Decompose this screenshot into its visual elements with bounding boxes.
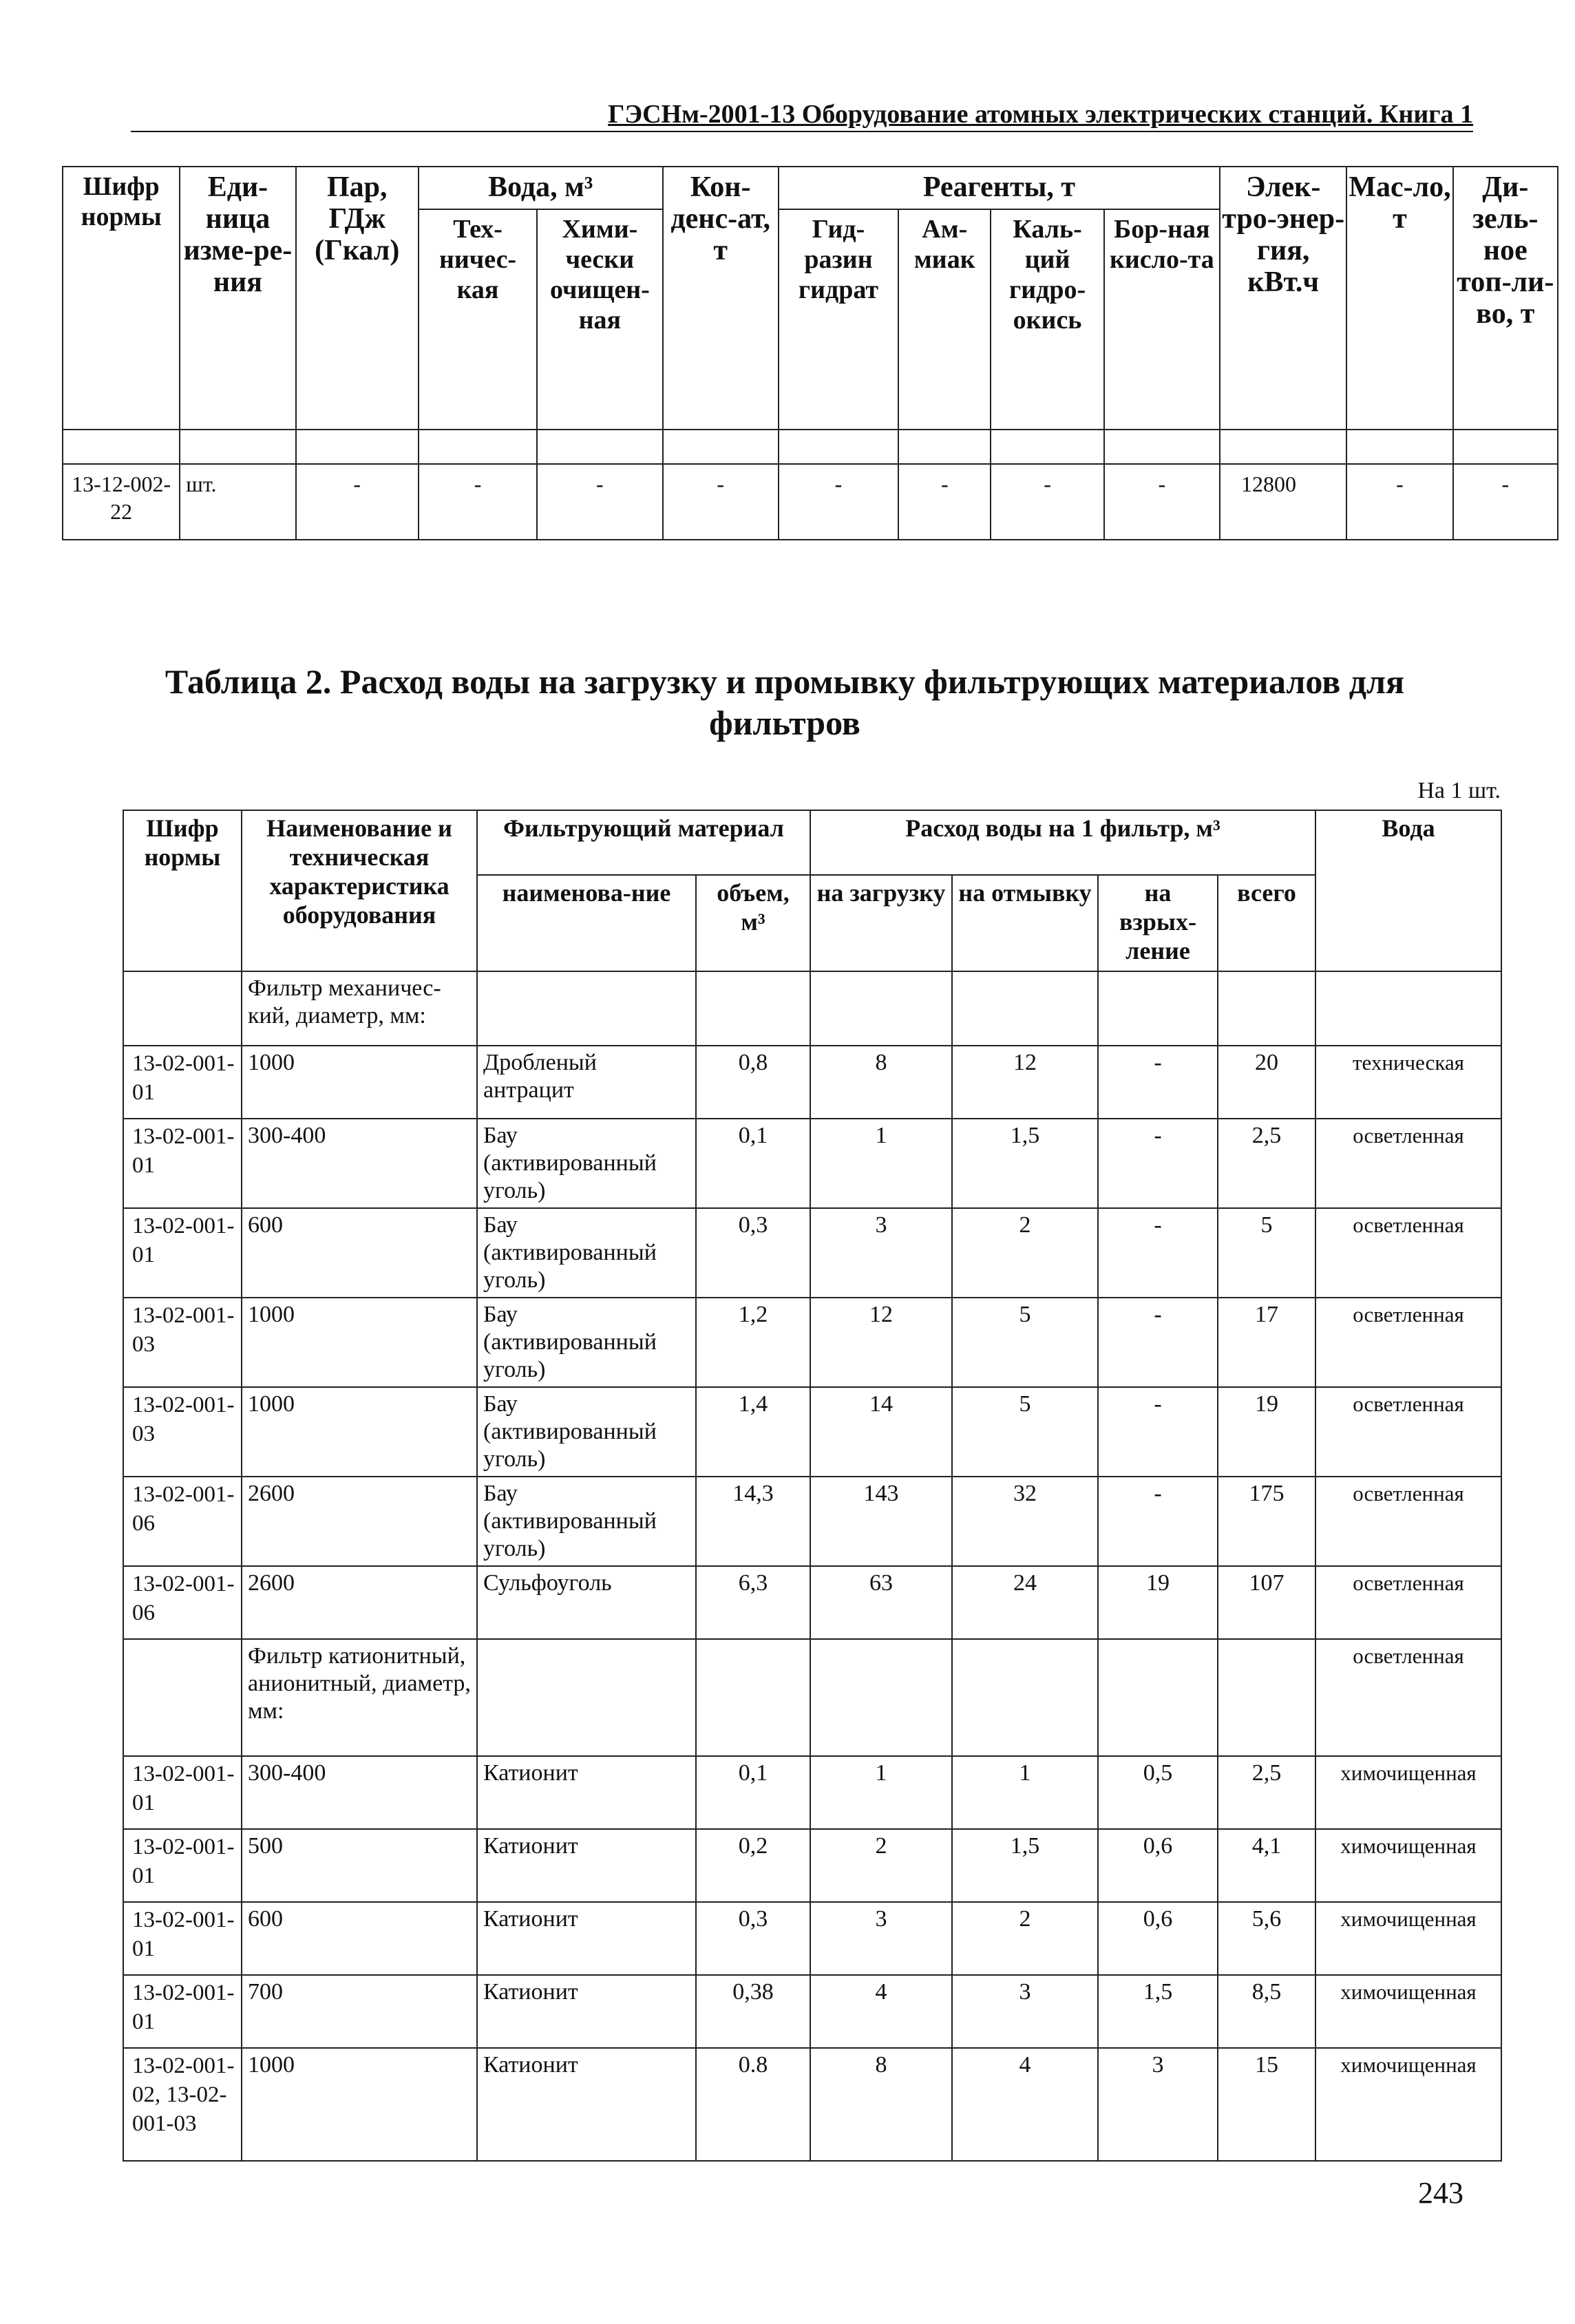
material-volume: 1,2 (696, 1298, 810, 1387)
water-loading: 1 (810, 1756, 952, 1829)
equipment-size: 1000 (242, 2048, 477, 2161)
water-type: осветленная (1315, 1387, 1501, 1477)
t2-header-total: всего (1218, 875, 1315, 971)
water-loading: 63 (810, 1566, 952, 1639)
material-name: Бау (активированный уголь) (477, 1208, 696, 1298)
table-row (123, 1046, 1501, 1119)
material-volume: 0,2 (696, 1829, 810, 1902)
empty-cell (1098, 971, 1218, 1046)
water-washing: 3 (952, 1975, 1098, 2048)
t1-gap-cell (419, 430, 537, 464)
water-washing: 24 (952, 1566, 1098, 1639)
material-name: Катионит (477, 2048, 696, 2161)
water-type (1315, 971, 1501, 1046)
water-loading: 2 (810, 1829, 952, 1902)
water-loosening: - (1098, 1046, 1218, 1119)
material-volume: 6,3 (696, 1566, 810, 1639)
t2-header-code: Шифр нормы (123, 810, 242, 971)
material-volume: 1,4 (696, 1387, 810, 1477)
t1-oil: - (1346, 464, 1452, 540)
water-loosening: 3 (1098, 2048, 1218, 2161)
water-washing: 2 (952, 1208, 1098, 1298)
water-washing: 2 (952, 1902, 1098, 1975)
empty-cell (1218, 971, 1315, 1046)
header-rule (131, 131, 1473, 132)
table2-title: Таблица 2. Расход воды на загрузку и промывку фильтрующих материалов для фильтров (165, 662, 1405, 742)
material-name: Бау (активированный уголь) (477, 1298, 696, 1387)
water-type: химочищенная (1315, 1975, 1501, 2048)
equipment-size: 300-400 (242, 1119, 477, 1208)
t2-header-loading: на загрузку (810, 875, 952, 971)
t1-header-electricity: Элек-тро-энер-гия, кВт.ч (1220, 167, 1346, 430)
water-total: 107 (1218, 1566, 1315, 1639)
table-row (123, 1902, 1501, 1975)
t2-header-loosening: на взрых-ление (1098, 875, 1218, 971)
per-unit-note: На 1 шт. (1417, 778, 1501, 803)
t1-header-diesel: Ди-зель-ное топ-ли-во, т (1453, 167, 1558, 430)
t1-code: 13-12-002-22 (63, 464, 180, 540)
t1-ammonia: - (898, 464, 991, 540)
section-label: Фильтр катионитный, анионитный, диаметр, мм: (242, 1639, 477, 1756)
t2-header-consumption: Расход воды на 1 фильтр, м³ (810, 810, 1315, 875)
table-row (123, 1975, 1501, 2048)
t1-steam: - (296, 464, 419, 540)
t2-header-filter-material: Фильтрующий материал (477, 810, 810, 875)
water-type: химочищенная (1315, 1756, 1501, 1829)
material-volume: 0,3 (696, 1902, 810, 1975)
t1-gap-cell (537, 430, 662, 464)
t2-header-water: Вода (1315, 810, 1501, 971)
table-row (123, 1477, 1501, 1566)
water-loosening: - (1098, 1208, 1218, 1298)
t1-header-oil: Мас-ло, т (1346, 167, 1452, 430)
water-loading: 3 (810, 1208, 952, 1298)
water-loosening: 19 (1098, 1566, 1218, 1639)
water-loosening: 0,5 (1098, 1756, 1218, 1829)
water-loosening: - (1098, 1298, 1218, 1387)
empty-cell (123, 971, 242, 1046)
water-washing: 12 (952, 1046, 1098, 1119)
water-washing: 1,5 (952, 1119, 1098, 1208)
empty-cell (477, 971, 696, 1046)
t1-water-chem: - (537, 464, 662, 540)
t2-header-washing: на отмывку (952, 875, 1098, 971)
norm-code: 13-02-001-01 (123, 1902, 242, 1975)
norm-code: 13-02-001-03 (123, 1298, 242, 1387)
t1-gap-cell (1346, 430, 1452, 464)
empty-cell (477, 1639, 696, 1756)
t1-header-steam: Пар, ГДж (Гкал) (296, 167, 419, 430)
table-row (123, 1208, 1501, 1298)
material-volume: 0,1 (696, 1756, 810, 1829)
water-total: 20 (1218, 1046, 1315, 1119)
t2-header-equipment: Наименование и техническая характеристика оборудования (242, 810, 477, 971)
water-type: химочищенная (1315, 1829, 1501, 1902)
water-type: техническая (1315, 1046, 1501, 1119)
water-total: 8,5 (1218, 1975, 1315, 2048)
table-row (123, 1387, 1501, 1477)
empty-cell (696, 971, 810, 1046)
table-row (123, 2048, 1501, 2161)
t1-electricity: 12800 (1220, 464, 1346, 540)
t1-gap-cell (1453, 430, 1558, 464)
t1-boric: - (1104, 464, 1220, 540)
water-type: осветленная (1315, 1639, 1501, 1756)
t2-body (123, 971, 1501, 2161)
equipment-size: 2600 (242, 1566, 477, 1639)
t1-header-ammonia: Ам-миак (898, 209, 991, 430)
material-volume: 0,8 (696, 1046, 810, 1119)
t1-gap-cell (779, 430, 898, 464)
t1-header-calcium: Каль-ций гидро-окись (991, 209, 1103, 430)
water-loading: 143 (810, 1477, 952, 1566)
water-loading: 1 (810, 1119, 952, 1208)
water-type: осветленная (1315, 1208, 1501, 1298)
t1-gap-cell (296, 430, 419, 464)
water-loading: 12 (810, 1298, 952, 1387)
resource-table (62, 166, 1558, 540)
t1-diesel: - (1453, 464, 1558, 540)
t1-header-hydrazine: Гид-разин гидрат (779, 209, 898, 430)
section-row (123, 1639, 1501, 1756)
norm-code: 13-02-001-03 (123, 1387, 242, 1477)
t1-data-row (63, 464, 1558, 540)
water-total: 5 (1218, 1208, 1315, 1298)
t1-calcium: - (991, 464, 1103, 540)
t1-unit: шт. (180, 464, 295, 540)
water-loosening: 0,6 (1098, 1829, 1218, 1902)
water-washing: 5 (952, 1387, 1098, 1477)
water-washing: 4 (952, 2048, 1098, 2161)
norm-code: 13-02-001-06 (123, 1477, 242, 1566)
water-type: химочищенная (1315, 1902, 1501, 1975)
water-total: 15 (1218, 2048, 1315, 2161)
t1-header-water: Вода, м³ (419, 167, 663, 209)
water-total: 19 (1218, 1387, 1315, 1477)
norm-code: 13-02-001-01 (123, 1046, 242, 1119)
water-washing: 5 (952, 1298, 1098, 1387)
t1-gap-cell (63, 430, 180, 464)
equipment-size: 700 (242, 1975, 477, 2048)
empty-cell (952, 971, 1098, 1046)
water-loading: 8 (810, 1046, 952, 1119)
page-number: 243 (1418, 2176, 1463, 2210)
equipment-size: 1000 (242, 1387, 477, 1477)
water-loading: 8 (810, 2048, 952, 2161)
equipment-size: 600 (242, 1208, 477, 1298)
table-row (123, 1566, 1501, 1639)
water-total: 17 (1218, 1298, 1315, 1387)
norm-code: 13-02-001-01 (123, 1208, 242, 1298)
equipment-size: 1000 (242, 1046, 477, 1119)
equipment-size: 500 (242, 1829, 477, 1902)
t1-header-unit: Еди-ница изме-ре-ния (180, 167, 295, 430)
material-volume: 0,38 (696, 1975, 810, 2048)
table-row (123, 1119, 1501, 1208)
water-type: осветленная (1315, 1298, 1501, 1387)
t1-gap-cell (898, 430, 991, 464)
material-name: Сульфоуголь (477, 1566, 696, 1639)
water-loosening: 1,5 (1098, 1975, 1218, 2048)
water-total: 2,5 (1218, 1756, 1315, 1829)
table-row (123, 1298, 1501, 1387)
water-total: 5,6 (1218, 1902, 1315, 1975)
t1-gap-cell (1220, 430, 1346, 464)
norm-code: 13-02-001-01 (123, 1119, 242, 1208)
equipment-size: 2600 (242, 1477, 477, 1566)
t1-hydrazine: - (779, 464, 898, 540)
water-total: 175 (1218, 1477, 1315, 1566)
equipment-size: 300-400 (242, 1756, 477, 1829)
water-loading: 4 (810, 1975, 952, 2048)
norm-code: 13-02-001-06 (123, 1566, 242, 1639)
empty-cell (696, 1639, 810, 1756)
water-total: 4,1 (1218, 1829, 1315, 1902)
material-name: Катионит (477, 1829, 696, 1902)
t1-water-tech: - (419, 464, 537, 540)
t1-header-water-tech: Тех-ничес-кая (419, 209, 537, 430)
t2-header-volume: объем, м³ (696, 875, 810, 971)
equipment-size: 600 (242, 1902, 477, 1975)
material-volume: 14,3 (696, 1477, 810, 1566)
material-volume: 0.8 (696, 2048, 810, 2161)
water-type: осветленная (1315, 1477, 1501, 1566)
empty-cell (1098, 1639, 1218, 1756)
norm-code: 13-02-001-01 (123, 1975, 242, 2048)
water-loosening: 0,6 (1098, 1902, 1218, 1975)
water-loading: 14 (810, 1387, 952, 1477)
t1-header-code: Шифр нормы (63, 167, 180, 430)
material-name: Катионит (477, 1902, 696, 1975)
material-volume: 0,3 (696, 1208, 810, 1298)
norm-code: 13-02-001-02, 13-02-001-03 (123, 2048, 242, 2161)
material-name: Бау (активированный уголь) (477, 1119, 696, 1208)
empty-cell (123, 1639, 242, 1756)
water-washing: 1,5 (952, 1829, 1098, 1902)
material-volume: 0,1 (696, 1119, 810, 1208)
t1-gap-cell (663, 430, 779, 464)
empty-cell (952, 1639, 1098, 1756)
t1-gap-cell (1104, 430, 1220, 464)
material-name: Бау (активированный уголь) (477, 1477, 696, 1566)
water-washing: 32 (952, 1477, 1098, 1566)
water-washing: 1 (952, 1756, 1098, 1829)
norm-code: 13-02-001-01 (123, 1756, 242, 1829)
water-loosening: - (1098, 1119, 1218, 1208)
water-consumption-table (123, 810, 1502, 2162)
t2-header-material-name: наименова-ние (477, 875, 696, 971)
water-loosening: - (1098, 1477, 1218, 1566)
running-header: ГЭСНм-2001-13 Оборудование атомных электрических станций. Книга 1 (608, 100, 1473, 129)
water-loading: 3 (810, 1902, 952, 1975)
material-name: Бау (активированный уголь) (477, 1387, 696, 1477)
norm-code: 13-02-001-01 (123, 1829, 242, 1902)
section-label: Фильтр механичес-кий, диаметр, мм: (242, 971, 477, 1046)
water-loosening: - (1098, 1387, 1218, 1477)
t1-condensate: - (663, 464, 779, 540)
material-name: Катионит (477, 1756, 696, 1829)
equipment-size: 1000 (242, 1298, 477, 1387)
water-type: осветленная (1315, 1119, 1501, 1208)
empty-cell (810, 971, 952, 1046)
table-row (123, 1829, 1501, 1902)
t1-header-condensate: Кон-денс-ат, т (663, 167, 779, 430)
t1-header-boric: Бор-ная кисло-та (1104, 209, 1220, 430)
material-name: Катионит (477, 1975, 696, 2048)
empty-cell (1218, 1639, 1315, 1756)
t1-header-water-chem: Хими-чески очищен-ная (537, 209, 662, 430)
empty-cell (810, 1639, 952, 1756)
t1-gap-cell (991, 430, 1103, 464)
section-row (123, 971, 1501, 1046)
t1-gap-cell (180, 430, 295, 464)
water-type: химочищенная (1315, 2048, 1501, 2161)
water-type: осветленная (1315, 1566, 1501, 1639)
water-total: 2,5 (1218, 1119, 1315, 1208)
material-name: Дробленый антрацит (477, 1046, 696, 1119)
t1-header-reagents: Реагенты, т (779, 167, 1220, 209)
table-row (123, 1756, 1501, 1829)
